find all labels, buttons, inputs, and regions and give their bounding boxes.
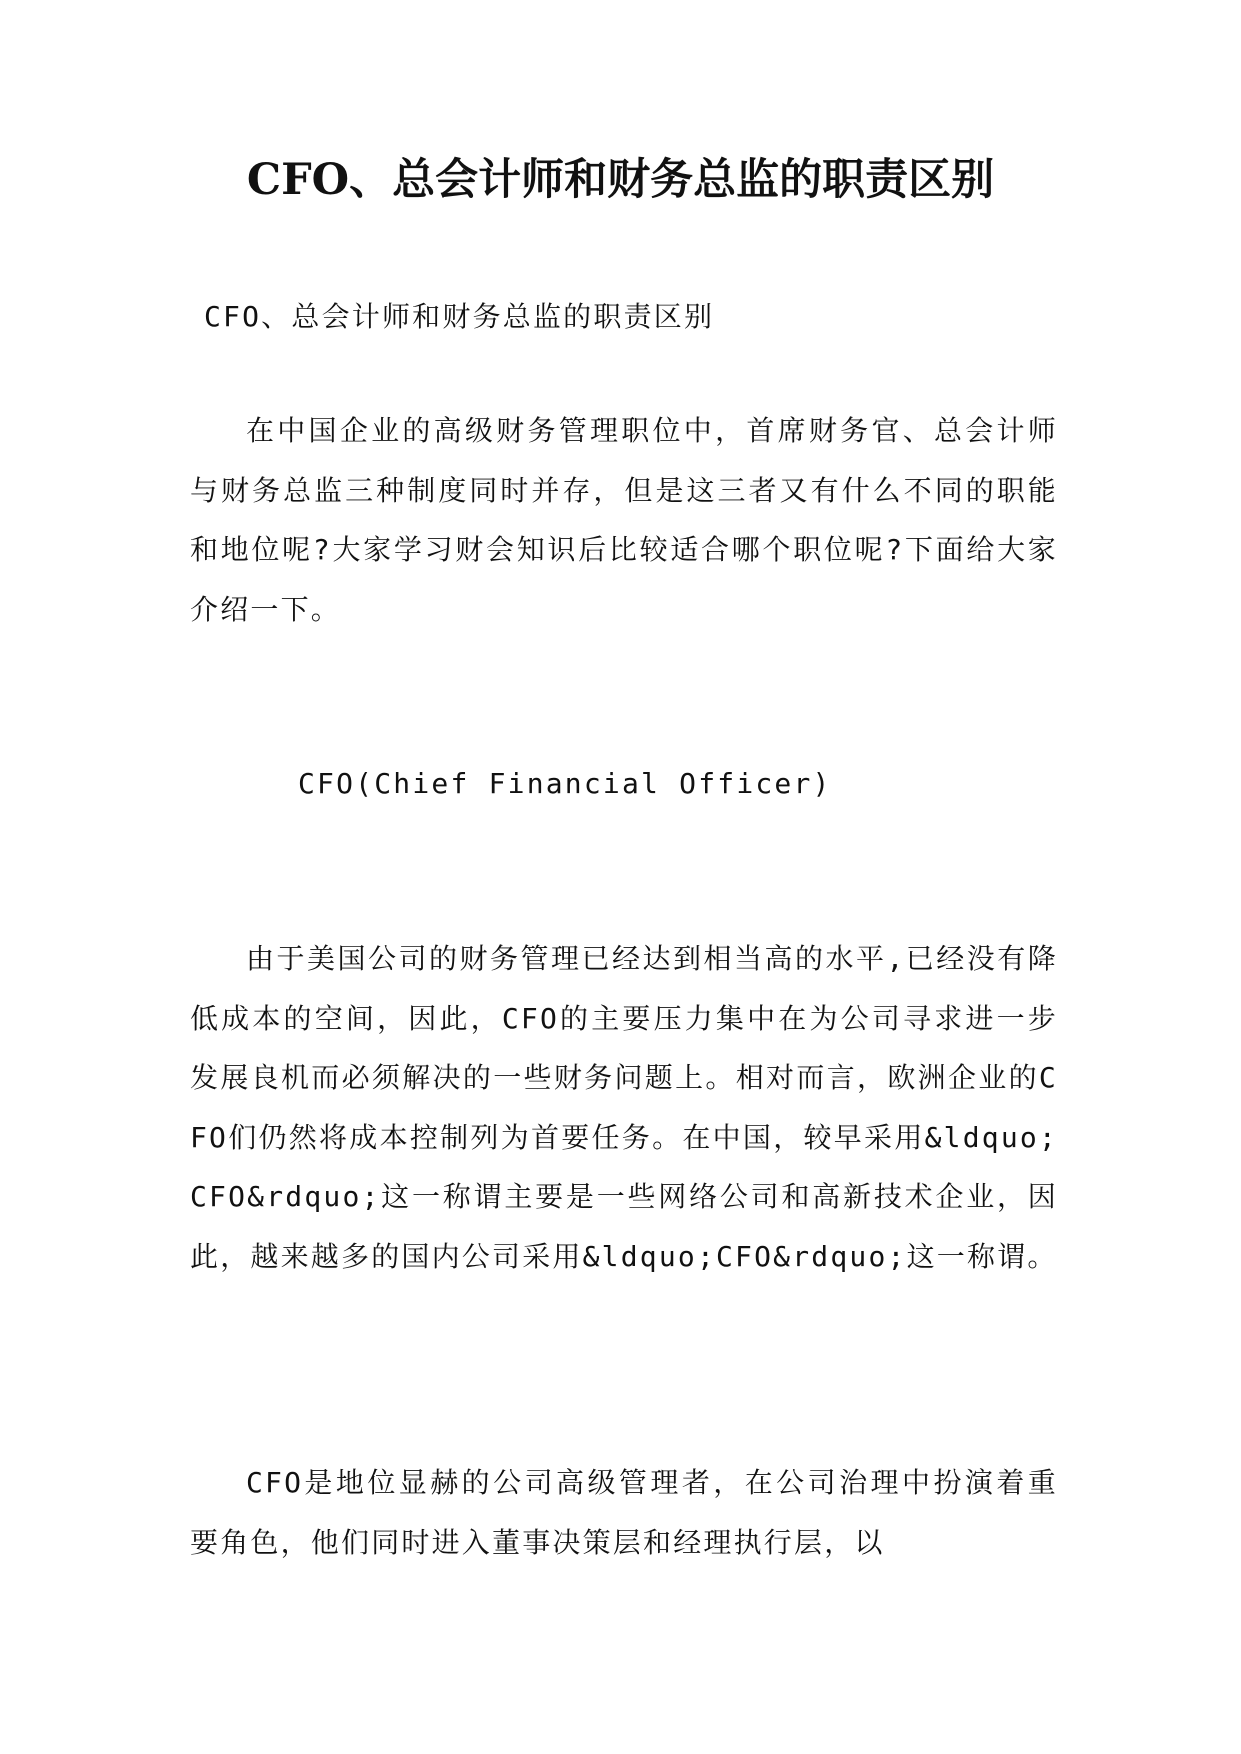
intro-paragraph: 在中国企业的高级财务管理职位中，首席财务官、总会计师与财务总监三种制度同时并存，但是这三者又有什么不同的职能和地位呢?大家学习财会知识后比较适合哪个职位呢?下面给大家介绍一下。 [190, 414, 1058, 626]
document-subtitle: CFO、总会计师和财务总监的职责区别 [204, 300, 715, 333]
section-heading-cfo: CFO(Chief Financial Officer) [298, 767, 832, 800]
cfo-paragraph-2: CFO是地位显赫的公司高级管理者，在公司治理中扮演着重要角色，他们同时进入董事决策层和经理执行层，以 [190, 1466, 1058, 1559]
document-title: CFO、总会计师和财务总监的职责区别 [246, 155, 995, 205]
cfo-paragraph-1: 由于美国公司的财务管理已经达到相当高的水平,已经没有降低成本的空间，因此，CFO的主要压力集中在为公司寻求进一步发展良机而必须解决的一些财务问题上。相对而言，欧洲企业的CFO们仍然将成本控制列为首要任务。在中国，较早采用&ldquo;CFO&rdquo;这一称谓主要是一些网络公司和高新技术企业，因此，越来越多的国内公司采用&ldquo;CFO&rdquo;这一称谓。 [190, 942, 1058, 1273]
